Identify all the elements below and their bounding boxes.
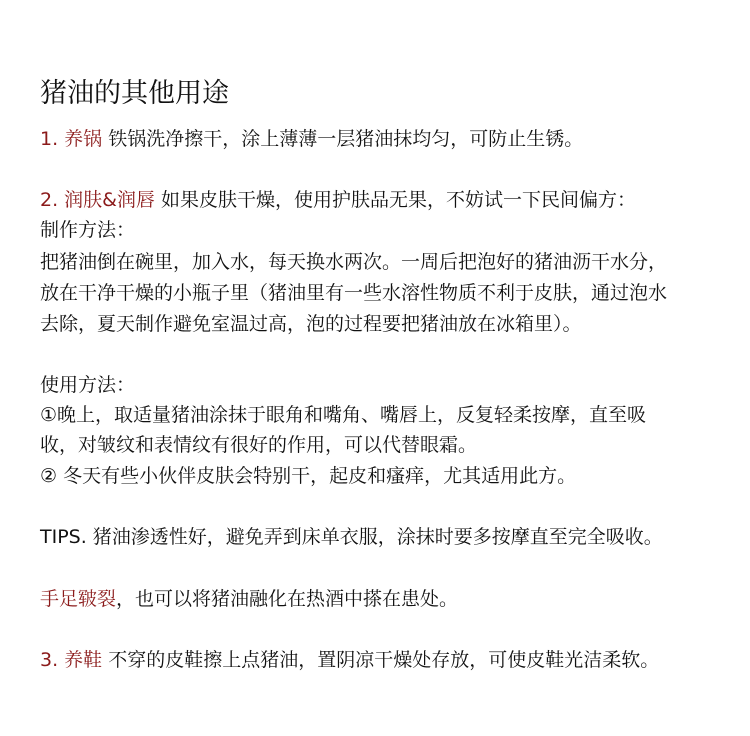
section-2-line [40, 185, 636, 215]
make-method-line-3: 去除，夏天制作避免室温过高，泡的过程要把猪油放在冰箱里）。 [40, 313, 582, 335]
use-method-1b: 收，对皱纹和表情纹有很好的作用，可以代替眼霜。 [40, 434, 478, 456]
use-method-2: ② 冬天有些小伙伴皮肤会特别干，起皮和瘙痒，尤其适用此方。 [40, 465, 577, 487]
section-1-line [40, 124, 583, 154]
make-method-line-2: 放在干净干燥的小瓶子里（猪油里有一些水溶性物质不利于皮肤，通过泡水 [40, 282, 668, 304]
section-1-text: 铁锅洗净擦干，涂上薄薄一层猪油抹均匀，可防止生锈。 [102, 128, 584, 150]
section-1-label: 1. 养锅 [40, 128, 103, 150]
tips-line: TIPS. 猪油渗透性好，避免弄到床单衣服，涂抹时要多按摩直至完全吸收。 [40, 526, 663, 548]
section-2-label: 2. 润肤&润唇 [40, 189, 155, 211]
use-method-heading: 使用方法： [40, 374, 136, 396]
use-method-1a: ①晚上，取适量猪油涂抹于眼角和嘴角、嘴唇上，反复轻柔按摩，直至吸 [40, 404, 647, 426]
section-3-label: 3. 养鞋 [40, 649, 103, 671]
section-2-text: 如果皮肤干燥，使用护肤品无果，不妨试一下民间偏方： [154, 189, 637, 211]
section-3-text: 不穿的皮鞋擦上点猪油，置阴凉干燥处存放，可使皮鞋光洁柔软。 [102, 649, 660, 671]
hands-label: 手足皲裂 [40, 588, 117, 610]
hands-text: ，也可以将猪油融化在热酒中搽在患处。 [116, 588, 459, 610]
make-method-heading: 制作方法： [40, 219, 136, 241]
make-method-line-1: 把猪油倒在碗里，加入水，每天换水两次。一周后把泡好的猪油沥干水分， [40, 251, 668, 273]
page-title: 猪油的其他用途 [40, 78, 229, 110]
section-3-line [40, 645, 659, 675]
hands-line [40, 584, 458, 614]
